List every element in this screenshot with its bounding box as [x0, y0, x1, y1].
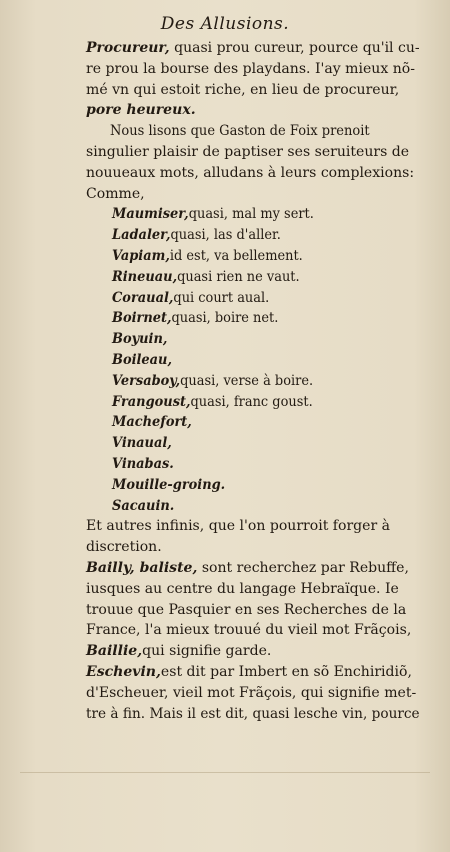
text-line: [112, 475, 420, 495]
line-text: d'Escheuer, vieil mot Frãçois, qui signifie met-: [86, 684, 417, 701]
text-line: [112, 267, 420, 287]
text-line: [86, 100, 420, 120]
italic-term: Maumiser,: [112, 206, 189, 223]
italic-term: Eschevin,: [86, 664, 161, 680]
line-text: quasi, mal my sert.: [188, 206, 314, 223]
line-text: id est, va bellement.: [169, 248, 303, 264]
line-text: Comme,: [86, 185, 145, 202]
text-line: [86, 142, 420, 162]
italic-term: Boirnet,: [112, 310, 172, 327]
page-bottom-edge: [20, 772, 430, 773]
text-line: [112, 246, 420, 266]
italic-term: Rineuau,: [112, 268, 178, 285]
text-line: [112, 350, 420, 370]
italic-term: Boileau,: [112, 352, 172, 368]
line-text: tre à fin. Mais il est dit, quasi lesche vin, pource: [86, 705, 420, 722]
text-line: [86, 80, 420, 100]
line-text: quasi prou cureur, pource qu'il cu-: [169, 40, 420, 56]
text-line: [86, 662, 420, 682]
line-text: singulier plaisir de paptiser ses seruiteurs de: [86, 144, 410, 160]
italic-term: Versaboy,: [112, 372, 181, 389]
text-line: [86, 683, 420, 703]
text-line: [86, 59, 420, 79]
line-text: trouue que Pasquier en ses Recherches de la: [86, 601, 407, 618]
italic-term: Procureur,: [86, 40, 170, 56]
line-text: quasi rien ne vaut.: [177, 268, 300, 285]
italic-term: Baillie,: [86, 643, 143, 660]
text-line: [112, 412, 420, 432]
text-line: [112, 329, 420, 349]
line-text: mé vn qui estoit riche, en lieu de procureur,: [86, 81, 400, 98]
italic-term: Boyuin,: [112, 331, 168, 348]
text-line: [86, 537, 420, 557]
line-text: discretion.: [86, 539, 162, 556]
line-text: qui court aual.: [173, 289, 270, 306]
text-line: [86, 38, 419, 58]
italic-term: Vinabas.: [112, 456, 174, 472]
text-line: [86, 163, 420, 183]
italic-term: pore heureux.: [86, 102, 196, 119]
text-line: [86, 704, 420, 724]
line-text: est dit par Imbert en sõ Enchiridiõ,: [160, 664, 412, 680]
italic-term: Sacauin.: [112, 497, 175, 514]
text-line: [86, 620, 420, 640]
text-line: [112, 392, 420, 412]
text-line: [110, 121, 420, 141]
text-line: [86, 579, 420, 599]
text-line: [112, 225, 420, 245]
italic-term: Coraual,: [112, 289, 174, 306]
line-text: nouueaux mots, alludans à leurs complexions:: [86, 164, 415, 181]
italic-term: Mouille-groing.: [112, 476, 226, 493]
line-text: quasi, las d'aller.: [170, 227, 281, 244]
text-line: [112, 454, 420, 474]
text-line: [112, 288, 420, 308]
text-line: [112, 496, 420, 516]
running-header: Des Allusions.: [160, 14, 290, 34]
line-text: France, l'a mieux trouué du vieil mot Frãçois,: [86, 622, 412, 639]
text-line: [112, 371, 420, 391]
italic-term: Ladaler,: [112, 227, 171, 244]
line-text: quasi, verse à boire.: [180, 372, 314, 389]
line-text: quasi, franc goust.: [190, 393, 313, 410]
line-text: quasi, boire net.: [171, 310, 279, 327]
text-line: [112, 204, 420, 224]
text-line: [112, 433, 420, 453]
text-line: [112, 308, 420, 328]
text-line: [86, 641, 420, 661]
line-text: sont recherchez par Rebuffe,: [197, 560, 409, 576]
italic-term: Bailly, baliste,: [86, 560, 198, 576]
line-text: re prou la bourse des playdans. I'ay mieux nõ-: [86, 60, 415, 77]
line-text: Et autres infinis, que l'on pourroit forger à: [86, 518, 391, 535]
line-text: Nous lisons que Gaston de Foix prenoit: [110, 123, 370, 140]
text-line: [86, 558, 420, 578]
text-line: [86, 184, 420, 204]
italic-term: Vinaual,: [112, 435, 172, 452]
italic-term: Frangoust,: [112, 393, 191, 410]
italic-term: Vapiam,: [112, 248, 170, 264]
line-text: qui signifie garde.: [142, 643, 272, 660]
line-text: iusques au centre du langage Hebraïque. Ie: [86, 580, 399, 597]
text-line: [86, 516, 420, 536]
text-line: [86, 600, 420, 620]
italic-term: Machefort,: [112, 414, 192, 431]
